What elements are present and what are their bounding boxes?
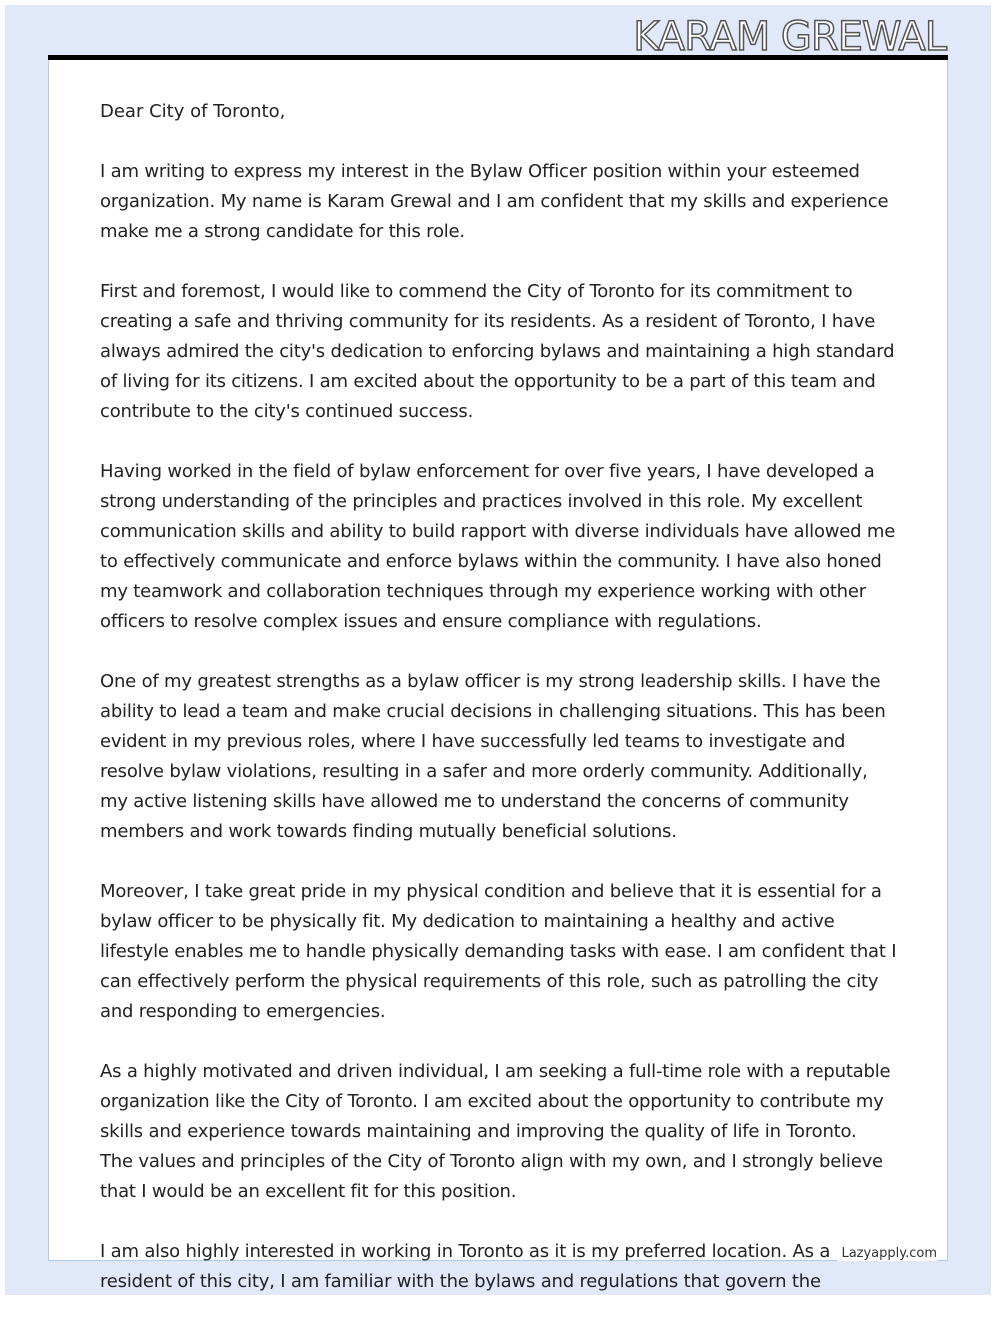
paragraph-line: make me a strong candidate for this role. (100, 221, 465, 242)
brand-watermark: Lazyapply.com (837, 1246, 937, 1261)
paragraph-line: lifestyle enables me to handle physically demanding tasks with ease. I am confident that I (100, 941, 897, 962)
paragraph-line: bylaw officer to be physically fit. My dedication to maintaining a healthy and active (100, 911, 835, 932)
paragraph-line: always admired the city's dedication to enforcing bylaws and maintaining a high standard (100, 341, 895, 362)
paragraph-line: of living for its citizens. I am excited about the opportunity to be a part of this team and (100, 371, 876, 392)
paragraph-line: organization. My name is Karam Grewal and I am confident that my skills and experience (100, 191, 889, 212)
paragraph-line: contribute to the city's continued success. (100, 401, 474, 422)
paragraph-line: and responding to emergencies. (100, 1001, 386, 1022)
paragraph-line: resident of this city, I am familiar with the bylaws and regulations that govern the (100, 1271, 821, 1292)
paragraph-line: can effectively perform the physical requirements of this role, such as patrolling the city (100, 971, 879, 992)
letter-paragraph (100, 1237, 896, 1297)
letter-paragraph (100, 157, 896, 247)
letter-paragraph (100, 277, 896, 427)
paragraph-line: members and work towards finding mutually beneficial solutions. (100, 821, 677, 842)
paragraph-line: I am writing to express my interest in the Bylaw Officer position within your esteemed (100, 161, 860, 182)
paragraph-line: to effectively communicate and enforce bylaws within the community. I have also honed (100, 551, 882, 572)
paragraph-line: Moreover, I take great pride in my physical condition and believe that it is essential for a (100, 881, 882, 902)
paragraph-line: One of my greatest strengths as a bylaw officer is my strong leadership skills. I have the (100, 671, 881, 692)
paragraph-line: my teamwork and collaboration techniques through my experience working with other (100, 581, 866, 602)
paragraph-line: creating a safe and thriving community for its residents. As a resident of Toronto, I have (100, 311, 876, 332)
greeting: Dear City of Toronto, (100, 101, 286, 122)
paragraph-line: As a highly motivated and driven individual, I am seeking a full-time role with a reputable (100, 1061, 891, 1082)
paragraph-line: The values and principles of the City of Toronto align with my own, and I strongly believe (100, 1151, 883, 1172)
letter-paragraph (100, 457, 896, 637)
paragraph-line: officers to resolve complex issues and ensure compliance with regulations. (100, 611, 762, 632)
paragraph-line: resolve bylaw violations, resulting in a safer and more orderly community. Additionally, (100, 761, 868, 782)
paragraph-line: that I would be an excellent fit for this position. (100, 1181, 517, 1202)
paragraph-line: communication skills and ability to build rapport with diverse individuals have allowed me (100, 521, 896, 542)
paragraph-line: Having worked in the field of bylaw enforcement for over five years, I have developed a (100, 461, 875, 482)
letter-paragraph (100, 1057, 896, 1207)
paragraph-line: skills and experience towards maintaining and improving the quality of life in Toronto. (100, 1121, 857, 1142)
paragraph-line: First and foremost, I would like to commend the City of Toronto for its commitment to (100, 281, 853, 302)
paragraph-line: my active listening skills have allowed me to understand the concerns of community (100, 791, 849, 812)
letter-paragraph (100, 877, 896, 1027)
paragraph-line: ability to lead a team and make crucial decisions in challenging situations. This has been (100, 701, 886, 722)
letter-body (100, 97, 896, 1327)
paragraph-line: I am also highly interested in working in Toronto as it is my preferred location. As a (100, 1241, 831, 1262)
letter-paragraph (100, 667, 896, 847)
paragraph-line: strong understanding of the principles and practices involved in this role. My excellent (100, 491, 863, 512)
paragraph-line: organization like the City of Toronto. I am excited about the opportunity to contribute my (100, 1091, 884, 1112)
applicant-name: KARAM GREWAL (633, 14, 946, 60)
paragraph-line: evident in my previous roles, where I have successfully led teams to investigate and (100, 731, 846, 752)
